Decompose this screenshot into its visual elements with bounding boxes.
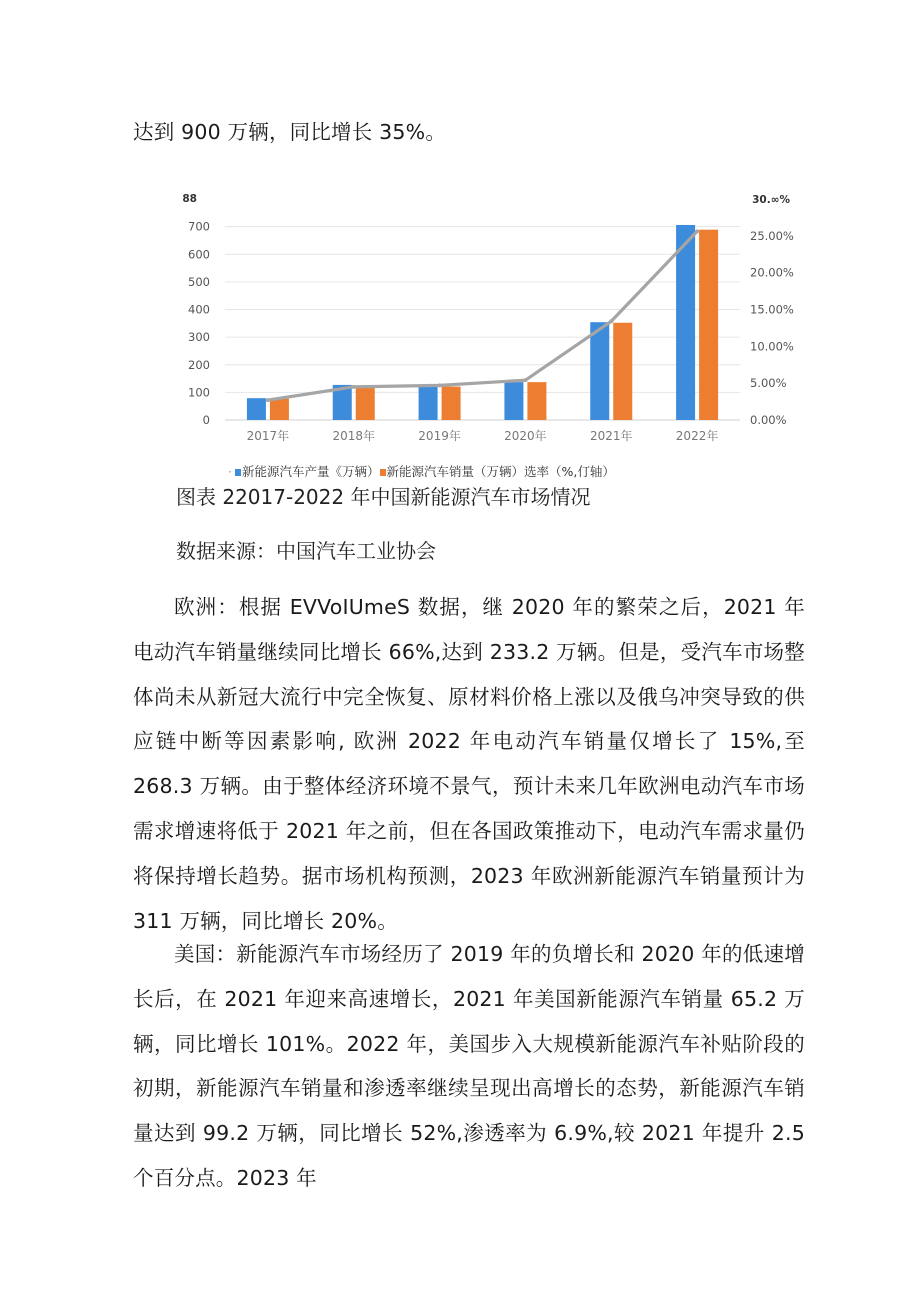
line-rate-point	[609, 319, 613, 323]
legend-label-sales: 新能源汽车销量（万辆）	[386, 464, 525, 479]
market-chart	[170, 185, 810, 485]
x-tick-label: 2018年	[332, 429, 376, 443]
y-tick-label: 300	[188, 330, 210, 345]
x-tick-label: 2021年	[589, 429, 633, 443]
y-top-label: 88	[182, 193, 197, 205]
bar-production	[504, 382, 523, 420]
line-rate-point	[352, 385, 356, 389]
y-tick-label: 700	[188, 219, 210, 234]
bar-sales	[699, 230, 718, 420]
bar-production	[247, 398, 266, 420]
y-tick-label: 400	[188, 302, 210, 317]
bar-production	[590, 322, 609, 420]
figure-caption: 图表 22017-2022 年中国新能源汽车市场情况	[176, 485, 591, 509]
y2-tick-label: 5.00%	[750, 376, 787, 391]
bar-sales	[270, 399, 289, 420]
intro-line: 达到 900 万辆，同比增长 35%。	[133, 120, 447, 144]
x-tick-label: 2022年	[675, 429, 719, 443]
y-tick-label: 0	[202, 413, 210, 427]
legend-swatch-sales	[380, 469, 386, 476]
y-tick-label: 100	[188, 385, 210, 400]
data-source: 数据来源：中国汽车工业协会	[176, 539, 436, 563]
line-rate-point	[523, 378, 527, 382]
bar-sales	[613, 323, 632, 420]
x-tick-label: 2017年	[246, 429, 290, 443]
line-rate-point	[438, 383, 442, 387]
y-tick-label: 200	[188, 357, 210, 372]
bar-sales	[356, 385, 375, 420]
legend-swatch-production	[235, 469, 241, 476]
bar-sales	[527, 382, 546, 420]
bar-production	[419, 386, 438, 420]
y2-top-label: 30.∞%	[752, 194, 790, 206]
legend-bullet: ·	[228, 464, 232, 479]
y2-tick-label: 20.00%	[750, 265, 794, 280]
y2-tick-label: 10.00%	[750, 339, 794, 354]
y2-tick-label: 25.00%	[750, 228, 794, 243]
y-tick-label: 600	[188, 247, 210, 262]
chart-svg	[170, 185, 810, 485]
x-tick-label: 2020年	[504, 429, 547, 443]
bar-sales	[442, 387, 461, 420]
paragraph-europe: 欧洲：根据 EVVoIUmeS 数据，继 2020 年的繁荣之后，2021 年电动汽车销量继续同比增长 66%,达到 233.2 万辆。但是，受汽车市场整体尚未从新冠大流行中完全恢复、原材料价格上涨以及俄乌冲突导致的供应链中断等因素影响, 欧洲 2022 年电动汽车销量仅增长了 15%,至 268.3 万辆。由于整体经济环境不景气，预计未来几年欧洲电动汽车市场需求增速将低于 2021 年之前，但在各国政策推动下，电动汽车需求量仍将保持增长趋势。据市场机构预测，2023 年欧洲新能源汽车销量预计为 311 万辆，同比增长 20%。	[133, 595, 805, 933]
y-tick-label: 500	[188, 274, 210, 289]
x-tick-label: 2019年	[418, 429, 461, 443]
line-rate-point	[266, 398, 270, 402]
line-rate	[268, 231, 697, 400]
legend-label-rate: 选率（%,仃轴）	[524, 464, 615, 479]
chart-legend	[228, 462, 615, 480]
y2-tick-label: 15.00%	[750, 302, 794, 317]
bar-production	[676, 225, 695, 420]
y2-tick-label: 0.00%	[750, 413, 787, 427]
line-rate-point	[695, 229, 699, 233]
paragraph-usa: 美国：新能源汽车市场经历了 2019 年的负增长和 2020 年的低速增长后，在 2021 年迎来高速增长，2021 年美国新能源汽车销量 65.2 万辆，同比增长 101%。2022 年，美国步入大规模新能源汽车补贴阶段的初期，新能源汽车销量和渗透率继续呈现出高增长的态势，新能源汽车销量达到 99.2 万辆，同比增长 52%,渗透率为 6.9%,较 2021 年提升 2.5 个百分点。2023 年	[133, 942, 805, 1190]
legend-label-production: 新能源汽车产量《万辆）	[241, 464, 380, 479]
